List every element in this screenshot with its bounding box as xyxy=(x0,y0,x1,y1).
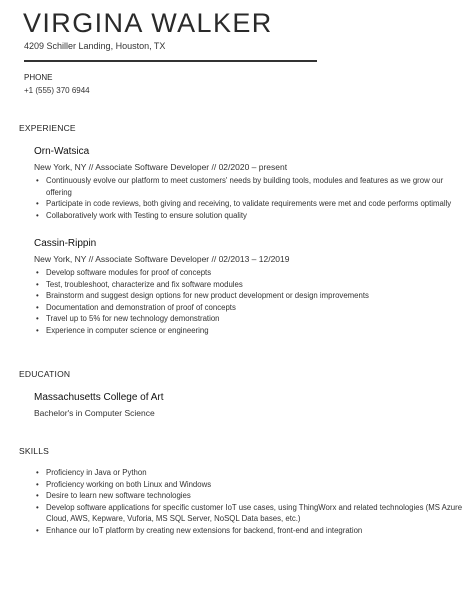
list-item: • Develop software applications for specific customer IoT use cases, using ThingWorx and related technologies (MS Azure Cloud, AWS, Kepware, Vuforia, MS SQL Server, NoSQL Data bases, etc.) xyxy=(34,502,464,525)
experience-entry xyxy=(34,145,464,221)
list-item: • Proficiency in Java or Python xyxy=(34,467,464,479)
phone-value: +1 (555) 370 6944 xyxy=(24,86,90,95)
experience-heading: EXPERIENCE xyxy=(19,123,76,133)
list-item: • Desire to learn new software technologies xyxy=(34,490,464,502)
experience-entry xyxy=(34,237,464,336)
list-item: • Develop software modules for proof of concepts xyxy=(34,267,464,279)
list-item: • Travel up to 5% for new technology demonstration xyxy=(34,313,464,325)
list-item: • Brainstorm and suggest design options for new product development or design improvements xyxy=(34,290,464,302)
skills-list xyxy=(34,467,464,536)
job-bullets xyxy=(34,267,464,336)
candidate-address: 4209 Schiller Landing, Houston, TX xyxy=(24,41,166,51)
list-item: • Documentation and demonstration of proof of concepts xyxy=(34,302,464,314)
skills-heading: SKILLS xyxy=(19,446,50,456)
list-item: • Continuously evolve our platform to meet customers' needs by building tools, modules and features as we grow our offering xyxy=(34,175,464,198)
job-bullets xyxy=(34,175,464,221)
degree-name: Bachelor's in Computer Science xyxy=(34,408,155,418)
list-item: • Collaboratively work with Testing to ensure solution quality xyxy=(34,210,464,222)
list-item: • Test, troubleshoot, characterize and fix software modules xyxy=(34,279,464,291)
list-item: • Participate in code reviews, both giving and receiving, to validate requirements were met and code performs optimally xyxy=(34,198,464,210)
list-item: • Experience in computer science or engineering xyxy=(34,325,464,337)
education-entry xyxy=(34,391,464,419)
list-item: • Proficiency working on both Linux and Windows xyxy=(34,479,464,491)
education-heading: EDUCATION xyxy=(19,369,71,379)
skills-entry xyxy=(34,465,464,536)
header-divider xyxy=(24,60,317,62)
candidate-name: VIRGINA WALKER xyxy=(23,8,273,38)
job-meta: New York, NY // Associate Software Developer // 02/2020 – present xyxy=(34,162,288,172)
list-item: • Enhance our IoT platform by creating new extensions for backend, front-end and integration xyxy=(34,525,464,537)
company-name: Orn-Watsica xyxy=(34,146,90,157)
phone-label: PHONE xyxy=(24,73,53,82)
job-meta: New York, NY // Associate Software Developer // 02/2013 – 12/2019 xyxy=(34,254,290,264)
company-name: Cassin-Rippin xyxy=(34,238,97,249)
school-name: Massachusetts College of Art xyxy=(34,392,164,403)
